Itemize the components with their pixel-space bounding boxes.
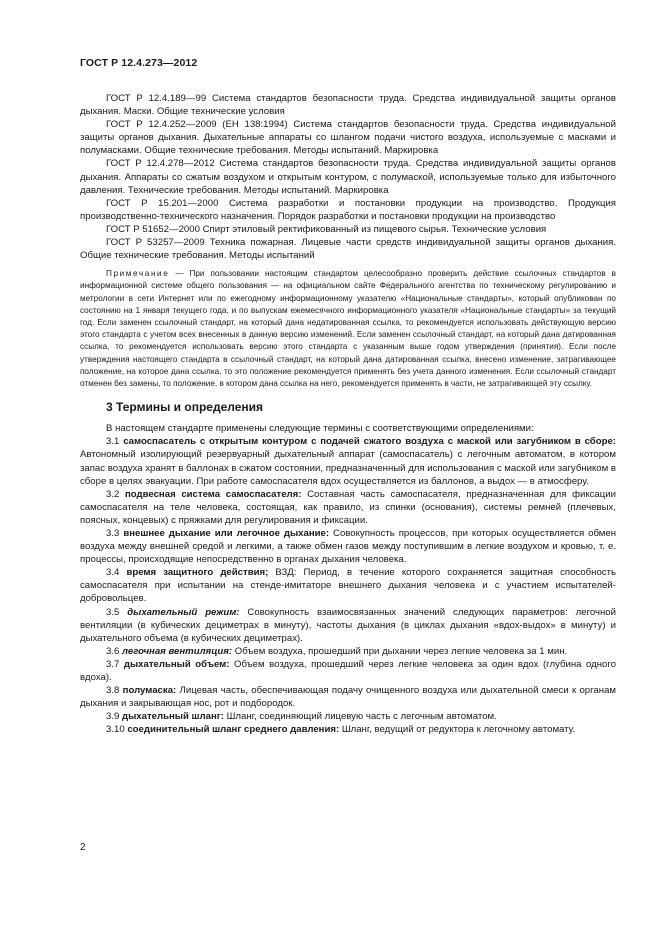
term-definition [80, 723, 616, 736]
term-name: подвесная система самоспасателя: [125, 488, 302, 500]
reference-item: ГОСТ Р 53257—2009 Техника пожарная. Лицевые части средств индивидуальной защиты органов дыхания. Общие технические требования. Методы испытаний [80, 237, 616, 262]
term-text: Шланг, соединяющий лицевую часть с легочным автоматом. [223, 711, 497, 723]
page-number: 2 [80, 842, 86, 853]
reference-item: ГОСТ Р 51652—2000 Спирт этиловый ректификованный из пищевого сырья. Технические условия [106, 223, 547, 235]
term-number: 3.5 [106, 606, 128, 618]
term-definition [80, 527, 616, 566]
term-definition [80, 566, 616, 605]
document-body [80, 92, 616, 737]
term-name: соединительный шланг среднего давления: [127, 724, 340, 736]
term-name: легочная вентиляция: [122, 645, 233, 657]
note-text: — При пользовании настоящим стандартом целесообразно проверить действие ссылочных стандартов в информационной системе общего пользования — на официальном сайте Федерального агентства по техническому регулированию и метрологии в сети Интернет или по ежегодному информационному указателю «Национальные стандарты», который опубликован по состоянию на 1 января текущего года, и по выпускам ежемесячного информационного указателя «Национальные стандарты» за текущий год. Если заменен ссылочный стандарт, на который дана недатированная ссылка, то рекомендуется использовать действующую версию этого стандарта с учетом всех внесенных в данную версию изменений. Если заменен ссылочный стандарт, на который дана датированная ссылка, то рекомендуется использовать версию этого стандарта с указанным выше годом утверждения (принятия). Если после утверждения настоящего стандарта в ссылочный стандарт, на который дана датированная ссылка, внесено изменение, затрагивающее положение, на которое дана ссылка, то это положение рекомендуется применять без учета данного изменения. Если ссылочный стандарт отменен без замены, то положение, в котором дана ссылка на него, рекомендуется применять в части, не затрагивающей эту ссылку. [80, 269, 616, 389]
document-header: ГОСТ Р 12.4.273—2012 [80, 57, 198, 69]
term-number: 3.9 [106, 711, 123, 723]
term-name: дыхательный объем: [123, 658, 230, 670]
term-text: Объем воздуха, прошедший при дыхании через легкие человека за 1 мин. [232, 645, 568, 657]
term-definition [80, 658, 616, 684]
term-text: ВЗД: Период, в течение которого сохраняется защитная способность самоспасателя при испытании на стенде-имитаторе внешнего дыхания человека и с участием испытателей-добровольцев. [80, 567, 616, 605]
term-text: Шланг, ведущий от редуктора к легочному автомату. [339, 724, 576, 736]
term-text: Совокупность взаимосвязанных значений следующих параметров: легочной вентиляции (в кубических дециметрах в минуту), частоты дыхания (в циклах дыхания «вдох-выдох» в минуту) и дыхательного объема (в кубических дециметрах). [80, 606, 616, 644]
term-text: Составная часть самоспасателя, предназначенная для фиксации самоспасателя на теле человека, состоящая, как правило, из спинки (основания), системы ремней (плечевых, поясных, концевых) с пряжками для регулирования и фиксации. [80, 488, 616, 526]
reference-item: ГОСТ Р 12.4.252—2009 (ЕН 138:1994) Система стандартов безопасности труда. Средства индивидуальной защиты органов дыхания. Дыхательные аппараты со шлангом подачи чистого воздуха, используемые с масками и полумасками. Общие технические требования. Методы испытаний. Маркировка [80, 119, 616, 157]
term-name: внешнее дыхание или легочное дыхание: [123, 528, 330, 539]
term-number: 3.8 [106, 685, 123, 697]
term-text: Совокупность процессов, при которых осуществляется обмен воздуха между внешней средой и легкими, а также обмен газов между поступившим в легкие воздухом и кровью, т. е. процессы, происходящие непосредственно в органах дыхания человека. [80, 528, 616, 566]
term-definition [80, 488, 616, 527]
term-name: полумаска: [122, 685, 177, 697]
term-number: 3.4 [106, 567, 127, 579]
term-name: дыхательный шланг: [122, 711, 224, 723]
term-definition [80, 710, 616, 723]
reference-item: ГОСТ Р 12.4.278—2012 Система стандартов безопасности труда. Средства индивидуальной защиты органов дыхания. Аппараты со сжатым воздухом и открытым контуром, с полумаской, используемые только для избыточного давления. Технические требования. Методы испытаний. Маркировка [80, 158, 616, 196]
term-text: Лицевая часть, обеспечивающая подачу очищенного воздуха или дыхательной смеси к органам дыхания и закрывающая нос, рот и подбородок. [80, 685, 616, 710]
term-number: 3.2 [106, 488, 125, 500]
term-definition [80, 684, 616, 710]
reference-item: ГОСТ Р 12.4.189—99 Система стандартов безопасности труда. Средства индивидуальной защиты органов дыхания. Маски. Общие технические условия [80, 93, 616, 118]
term-number: 3.3 [106, 528, 124, 539]
term-number: 3.10 [106, 724, 128, 736]
note-paragraph [80, 268, 616, 390]
section-intro: В настоящем стандарте применены следующие термины с соответствующими определениями: [106, 423, 534, 435]
term-text: Объем воздуха, прошедший через легкие человека за один вдох (глубина одного вдоха). [80, 658, 616, 684]
note-label: Примечание [106, 269, 170, 279]
term-number: 3.6 [106, 645, 123, 657]
term-number: 3.1 [106, 436, 124, 448]
term-number: 3.7 [106, 658, 124, 670]
term-name: время защитного действия; [126, 567, 269, 579]
term-name: самоспасатель с открытым контуром с подачей сжатого воздуха с маской или загубником в сборе: [123, 436, 616, 448]
section-title: 3 Термины и определения [106, 400, 264, 415]
reference-item: ГОСТ Р 15.201—2000 Система разработки и постановки продукции на производство. Продукция производственно-технического назначения. Порядок разработки и постановки продукции на производство [80, 197, 616, 222]
term-text: Автономный изолирующий резервуарный дыхательный аппарат (самоспасатель) с легочным автоматом, в котором запас воздуха хранят в баллонах в сжатом состоянии, предназначенный для использования с маской или загубником в сборе в целях эвакуации. При работе самоспасателя вдох осуществляется из баллонов, а выдох — в атмосферу. [80, 449, 616, 487]
term-definition [80, 435, 616, 487]
term-name: дыхательный режим: [127, 606, 240, 618]
term-definition [80, 606, 616, 645]
term-definition [80, 645, 616, 658]
